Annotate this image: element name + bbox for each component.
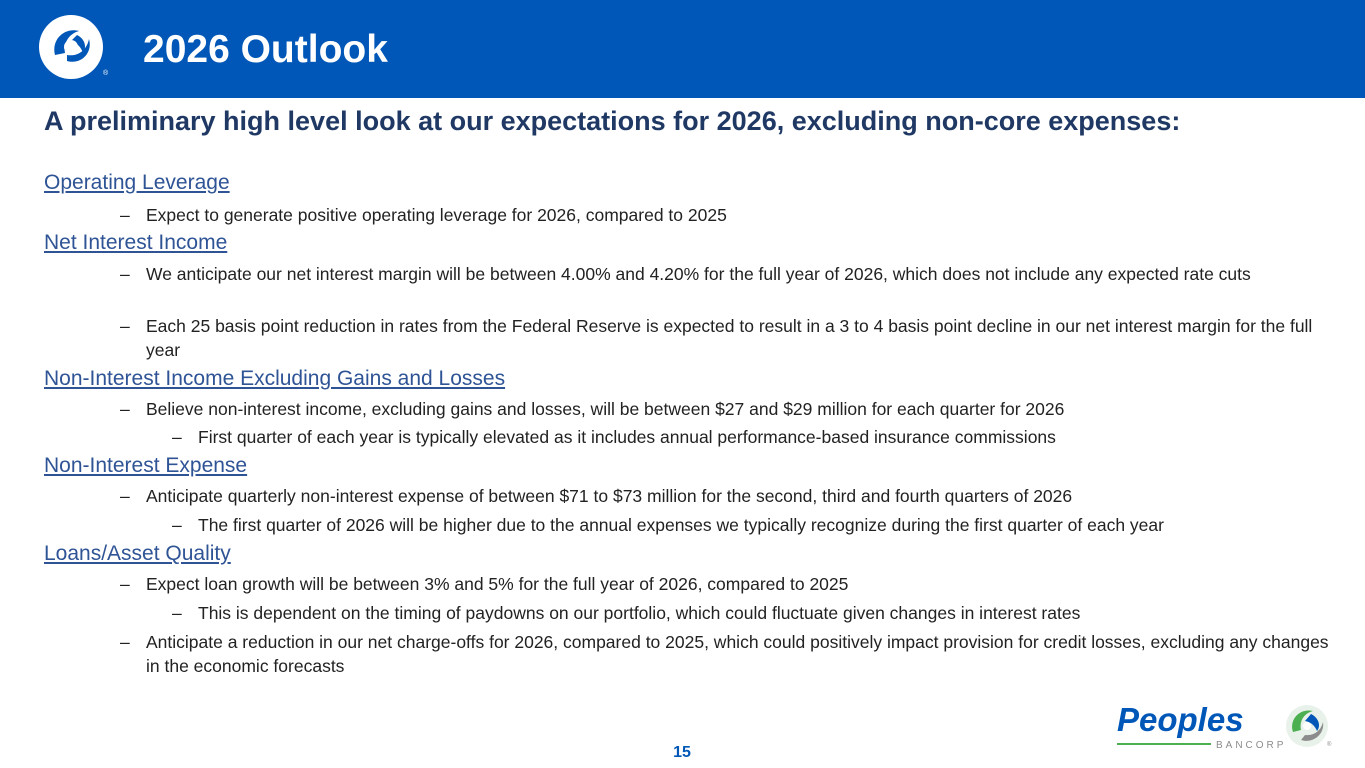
bullet-text: We anticipate our net interest margin will be between 4.00% and 4.20% for the full year of 2026, which does not include any expected rate cuts xyxy=(146,264,1251,284)
bullet-item xyxy=(120,572,1330,596)
svg-text:®: ® xyxy=(103,70,109,77)
brand-name: Peoples xyxy=(1117,701,1244,738)
sub-bullet-text: This is dependent on the timing of paydowns on our portfolio, which could fluctuate given changes in interest rates xyxy=(198,603,1081,623)
dash-marker: – xyxy=(120,316,130,336)
section-heading-non-interest-income: Non-Interest Income Excluding Gains and Losses xyxy=(44,367,506,390)
sub-bullet-item xyxy=(172,513,1332,537)
dash-marker: – xyxy=(172,603,182,623)
dash-marker: – xyxy=(172,427,182,447)
slide-subtitle: A preliminary high level look at our expectations for 2026, excluding non-core expenses: xyxy=(44,106,1181,136)
section-heading-operating-leverage: Operating Leverage xyxy=(44,171,230,194)
sub-bullet-item xyxy=(172,425,1332,449)
dash-marker: – xyxy=(120,264,130,284)
bullet-text: Expect to generate positive operating leverage for 2026, compared to 2025 xyxy=(146,205,727,225)
dash-marker: – xyxy=(172,515,182,535)
bullet-item xyxy=(120,397,1330,421)
bullet-item xyxy=(120,484,1330,508)
sub-bullet-text: First quarter of each year is typically elevated as it includes annual performance-based insurance commissions xyxy=(198,427,1056,447)
brand-tagline: BANCORP xyxy=(1216,740,1287,751)
header-bar xyxy=(0,0,1365,98)
dash-marker: – xyxy=(120,205,130,225)
bullet-text: Anticipate quarterly non-interest expense of between $71 to $73 million for the second, third and fourth quarters of 2026 xyxy=(146,486,1073,506)
page-title: 2026 Outlook xyxy=(143,28,388,71)
peoples-circle-logo-icon xyxy=(37,13,109,83)
section-heading-non-interest-expense: Non-Interest Expense xyxy=(44,454,248,477)
peoples-bancorp-logo xyxy=(1115,700,1335,752)
registered-mark: ® xyxy=(1327,742,1332,748)
dash-marker: – xyxy=(120,632,130,652)
bullet-text: Expect loan growth will be between 3% and 5% for the full year of 2026, compared to 2025 xyxy=(146,574,849,594)
section-heading-net-interest-income: Net Interest Income xyxy=(44,231,228,254)
sub-bullet-text: The first quarter of 2026 will be higher due to the annual expenses we typically recognize during the first quarter of each year xyxy=(198,515,1164,535)
sub-bullet-item xyxy=(172,601,1332,625)
bullet-text: Believe non-interest income, excluding gains and losses, will be between $27 and $29 million for each quarter for 2026 xyxy=(146,399,1065,419)
bullet-item xyxy=(120,262,1330,286)
dash-marker: – xyxy=(120,574,130,594)
dash-marker: – xyxy=(120,486,130,506)
peoples-circle-logo-icon xyxy=(1286,705,1328,747)
bullet-text: Each 25 basis point reduction in rates from the Federal Reserve is expected to result in a 3 to 4 basis point decline in our net interest margin for the full year xyxy=(146,316,1313,360)
bullet-text: Anticipate a reduction in our net charge-offs for 2026, compared to 2025, which could positively impact provision for credit losses, excluding any changes in the economic forecasts xyxy=(146,632,1329,676)
bullet-item xyxy=(120,630,1330,678)
page-number: 15 xyxy=(673,744,691,761)
dash-marker: – xyxy=(120,399,130,419)
section-heading-loans-asset-quality: Loans/Asset Quality xyxy=(44,542,231,565)
bullet-item xyxy=(120,203,1330,227)
bullet-item xyxy=(120,314,1330,362)
